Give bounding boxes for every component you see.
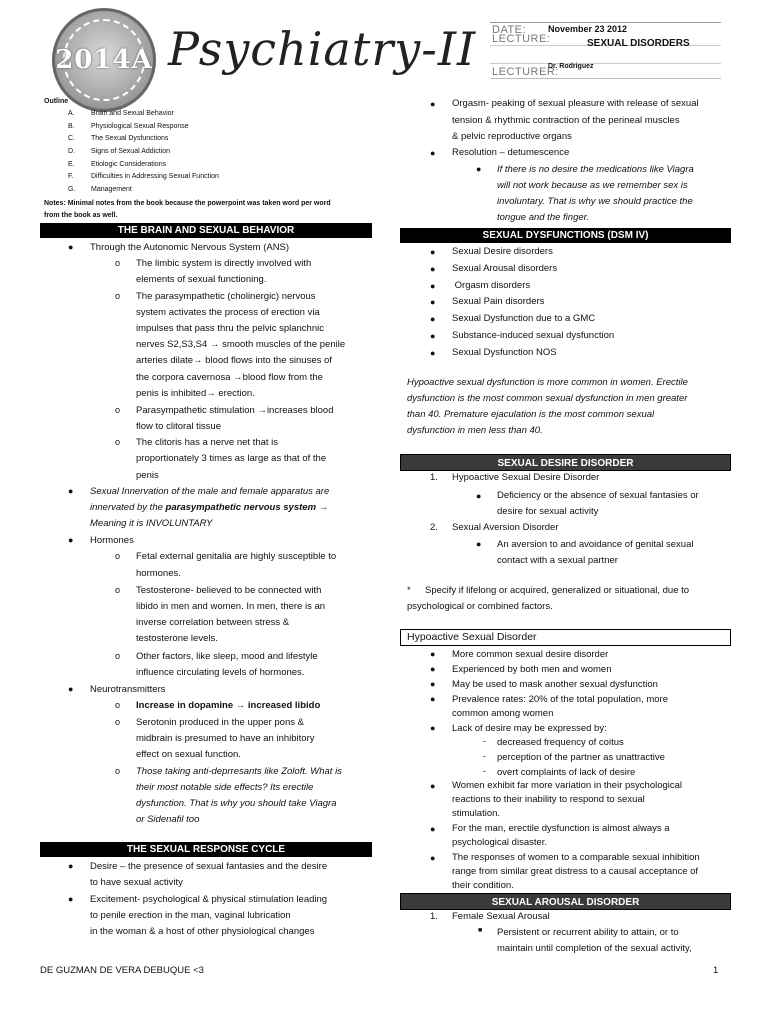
text-line: Orgasm- peaking of sexual pleasure with release of sexual bbox=[452, 98, 699, 109]
text-line: arteries dilate→ blood flows into the sinuses of bbox=[136, 355, 332, 366]
text-line: flow to clitoral tissue bbox=[136, 421, 222, 432]
section-header-dsm: SEXUAL DYSFUNCTIONS (DSM IV) bbox=[400, 228, 731, 243]
text-line: testosterone levels. bbox=[136, 633, 218, 644]
lecture-label: LECTURE: bbox=[492, 33, 551, 45]
bullet-icon: ● bbox=[430, 824, 436, 834]
text-line: contact with a sexual partner bbox=[497, 555, 618, 566]
list-item: Sexual Pain disorders bbox=[452, 296, 545, 307]
list-item: Sexual Dysfunction NOS bbox=[452, 347, 557, 358]
list-item: common among women bbox=[452, 708, 554, 719]
circle-bullet-icon: o bbox=[115, 291, 121, 301]
text-line: Sexual Innervation of the male and female apparatus are bbox=[90, 486, 330, 497]
bullet-icon: ● bbox=[430, 314, 436, 324]
section-header-cycle: THE SEXUAL RESPONSE CYCLE bbox=[40, 842, 372, 857]
bullet-icon: ● bbox=[430, 281, 436, 291]
list-item: Sexual Desire disorders bbox=[452, 246, 553, 257]
text-line: libido in men and women. In men, there is an bbox=[136, 601, 326, 612]
text-line: than 40. Premature ejaculation is the most common sexual bbox=[407, 409, 655, 420]
outline-text: Etiologic Considerations bbox=[91, 160, 167, 168]
bullet-icon: ● bbox=[68, 486, 74, 496]
text-line: to penile erection in the man, vaginal lubrication bbox=[90, 910, 291, 921]
header-divider bbox=[490, 63, 721, 64]
outline-notes: Notes: Minimal notes from the book because the powerpoint was taken word per word bbox=[44, 200, 331, 207]
text-line: will not work because as we remember sex is bbox=[497, 180, 688, 191]
list-item: May be used to mask another sexual dysfunction bbox=[452, 679, 658, 690]
outline-item bbox=[44, 133, 374, 146]
text-line: influence circulating levels of hormones. bbox=[136, 667, 305, 678]
logo-text: 2014A bbox=[55, 45, 153, 75]
lecture-date: November 23 2012 bbox=[548, 24, 628, 34]
text-line: Hypoactive sexual dysfunction is more common in women. Erectile bbox=[407, 377, 688, 388]
text-line: nerves S2,S3,S4 → smooth muscles of the penile bbox=[136, 339, 346, 350]
circle-bullet-icon: o bbox=[115, 651, 121, 661]
list-number: 1. bbox=[430, 911, 438, 922]
outline-letter: D. bbox=[68, 148, 75, 156]
outline-text: Brain and Sexual Behavior bbox=[91, 110, 174, 117]
text-line: If there is no desire the medications like Viagra bbox=[497, 164, 694, 175]
bullet-icon: ● bbox=[430, 148, 436, 158]
outline-item bbox=[44, 146, 374, 159]
list-item: Lack of desire may be expressed by: bbox=[452, 723, 607, 734]
lecture-title: SEXUAL DISORDERS bbox=[587, 38, 690, 49]
text-line: in the woman & a host of other physiological changes bbox=[90, 926, 315, 937]
text-line: reactions to their inability to respond to sexual bbox=[452, 794, 645, 805]
bullet-icon: ● bbox=[430, 331, 436, 341]
text-line: Neurotransmitters bbox=[90, 684, 166, 695]
text-line: penis is inhibited→ erection. bbox=[136, 388, 255, 399]
text-line: elements of sexual functioning. bbox=[136, 274, 267, 285]
text-line: Serotonin produced in the upper pons & bbox=[136, 717, 304, 728]
text-line: hormones. bbox=[136, 568, 181, 579]
circle-bullet-icon: o bbox=[115, 258, 121, 268]
outline-text: The Sexual Dysfunctions bbox=[91, 135, 169, 143]
circle-bullet-icon: o bbox=[115, 585, 121, 595]
list-item: Substance-induced sexual dysfunction bbox=[452, 330, 615, 341]
list-item: Orgasm disorders bbox=[452, 280, 531, 291]
text-line: The limbic system is directly involved with bbox=[136, 258, 312, 269]
text-line: stimulation. bbox=[452, 808, 501, 819]
bullet-icon: ● bbox=[430, 247, 436, 257]
text-line: inverse correlation between stress & bbox=[136, 617, 290, 628]
lecturer-name: Dr. Rodriguez bbox=[548, 63, 594, 70]
text-line: Resolution – detumescence bbox=[452, 147, 570, 158]
outline-item bbox=[44, 184, 374, 197]
text-line: The responses of women to a comparable sexual inhibition bbox=[452, 852, 700, 863]
text-line: their most notable side effects? Its erectile bbox=[136, 782, 314, 793]
text-line: proportionately 3 times as large as that of the bbox=[136, 453, 327, 464]
text-line: psychological or combined factors. bbox=[407, 601, 553, 612]
circle-bullet-icon: o bbox=[115, 551, 121, 561]
bullet-icon: ● bbox=[430, 649, 436, 659]
text-line: Through the Autonomic Nervous System (ANS) bbox=[90, 242, 290, 253]
text-line: effect on sexual function. bbox=[136, 749, 241, 760]
outline-letter: B. bbox=[68, 122, 75, 130]
outline-letter: F. bbox=[68, 173, 74, 181]
text-line: or Sidenafil too bbox=[136, 814, 200, 825]
sub-list-item: decreased frequency of coitus bbox=[497, 737, 624, 748]
outline-letter: G. bbox=[68, 186, 76, 194]
outline-letter: A. bbox=[68, 110, 75, 117]
outline-text: Physiological Sexual Response bbox=[91, 122, 189, 130]
text-line: tension & rhythmic contraction of the perineal muscles bbox=[452, 115, 680, 126]
text-line: Specify if lifelong or acquired, generalized or situational, due to bbox=[425, 585, 690, 596]
text-line bbox=[90, 500, 328, 517]
text-span: → bbox=[316, 502, 329, 513]
bullet-icon: ● bbox=[430, 723, 436, 733]
list-number: 1. bbox=[430, 472, 438, 483]
text-line: Meaning it is INVOLUNTARY bbox=[90, 518, 213, 529]
text-line: For the man, erectile dysfunction is almost always a bbox=[452, 823, 670, 834]
text-line: midbrain is presumed to have an inhibitory bbox=[136, 733, 315, 744]
outline-text: Signs of Sexual Addiction bbox=[91, 148, 170, 156]
bullet-icon: ● bbox=[430, 264, 436, 274]
text-line: Fetal external genitalia are highly susceptible to bbox=[136, 551, 337, 562]
dash-icon: - bbox=[483, 736, 486, 746]
outline-notes: from the book as well. bbox=[44, 212, 118, 219]
outline-title: Outline bbox=[44, 98, 69, 105]
bullet-icon: ● bbox=[68, 684, 74, 694]
text-line: desire for sexual activity bbox=[497, 506, 599, 517]
text-line: Sexual Aversion Disorder bbox=[452, 522, 559, 533]
text-line: range from similar great distress to a causal acceptance of bbox=[452, 866, 699, 877]
bullet-icon: ● bbox=[430, 99, 436, 109]
text-line: Persistent or recurrent ability to attain, or to bbox=[497, 927, 679, 938]
text-line: Women exhibit far more variation in their psychological bbox=[452, 780, 683, 791]
text-line: Testosterone- believed to be connected with bbox=[136, 585, 322, 596]
text-line: The clitoris has a nerve net that is bbox=[136, 437, 279, 448]
text-line: maintain until completion of the sexual activity, bbox=[497, 943, 692, 954]
circle-bullet-icon: o bbox=[115, 437, 121, 447]
text-line: system activates the process of erection via bbox=[136, 307, 320, 318]
list-item: Experienced by both men and women bbox=[452, 664, 612, 675]
circle-bullet-icon: o bbox=[115, 405, 121, 415]
outline-item bbox=[44, 159, 374, 172]
text-line: impulses that pass thru the pelvic splanchnic bbox=[136, 323, 324, 334]
list-number: 2. bbox=[430, 522, 438, 533]
text-line: dysfunction in men less than 40. bbox=[407, 425, 543, 436]
bullet-icon: ● bbox=[430, 679, 436, 689]
text-line: their condition. bbox=[452, 880, 514, 891]
outline-item bbox=[44, 171, 374, 184]
bullet-icon: ● bbox=[68, 242, 74, 252]
bullet-icon: ● bbox=[430, 694, 436, 704]
outline-item bbox=[44, 121, 374, 134]
list-item: Sexual Arousal disorders bbox=[452, 263, 558, 274]
text-line: Excitement- psychological & physical stimulation leading bbox=[90, 894, 328, 905]
outline-text: Management bbox=[91, 186, 132, 194]
bullet-icon: ● bbox=[430, 297, 436, 307]
outline-list bbox=[44, 108, 374, 197]
bullet-icon: ● bbox=[68, 535, 74, 545]
bullet-icon: ● bbox=[430, 853, 436, 863]
text-line: Desire – the presence of sexual fantasies and the desire bbox=[90, 861, 328, 872]
outline-letter: E. bbox=[68, 160, 75, 168]
text-line: The parasympathetic (cholinergic) nervous bbox=[136, 291, 316, 302]
section-header-arousal: SEXUAL AROUSAL DISORDER bbox=[400, 893, 731, 910]
bullet-icon: ● bbox=[430, 781, 436, 791]
text-line: involuntary. That is why we should practice the bbox=[497, 196, 693, 207]
text-span: innervated by the bbox=[90, 502, 166, 513]
bullet-icon: ● bbox=[68, 861, 74, 871]
text-line: Those taking anti-deprresants like Zoloft. What is bbox=[136, 766, 342, 777]
text-line: Hormones bbox=[90, 535, 134, 546]
list-item: Prevalence rates: 20% of the total population, more bbox=[452, 694, 668, 705]
section-header-hypoactive: Hypoactive Sexual Disorder bbox=[400, 629, 731, 646]
bullet-icon: ● bbox=[476, 164, 482, 174]
date-label: DATE: bbox=[492, 24, 527, 36]
circle-bullet-icon: o bbox=[115, 700, 121, 710]
list-item: More common sexual desire disorder bbox=[452, 649, 609, 660]
dash-icon: - bbox=[483, 751, 486, 761]
footer-authors: DE GUZMAN DE VERA DEBUQUE <3 bbox=[40, 965, 204, 976]
text-line: Hypoactive Sexual Desire Disorder bbox=[452, 472, 600, 483]
circle-bullet-icon: o bbox=[115, 717, 121, 727]
sub-list-item: overt complaints of lack of desire bbox=[497, 767, 636, 778]
bullet-icon: ● bbox=[68, 894, 74, 904]
text-line: Deficiency or the absence of sexual fantasies or bbox=[497, 490, 699, 501]
text-line: to have sexual activity bbox=[90, 877, 183, 888]
text-line: the corpora cavernosa →blood flow from the bbox=[136, 372, 323, 383]
text-line: Parasympathetic stimulation →increases blood bbox=[136, 405, 334, 416]
dash-icon: - bbox=[483, 766, 486, 776]
section-header-desire: SEXUAL DESIRE DISORDER bbox=[400, 454, 731, 471]
text-line: An aversion to and avoidance of genital sexual bbox=[497, 539, 694, 550]
footnote-mark: * bbox=[407, 585, 411, 596]
bullet-icon: ● bbox=[476, 491, 482, 501]
lecturer-label: LECTURER: bbox=[492, 66, 559, 78]
text-line: tongue and the finger. bbox=[497, 212, 590, 223]
outline-letter: C. bbox=[68, 135, 75, 143]
square-bullet-icon: ■ bbox=[478, 927, 483, 934]
page-number: 1 bbox=[713, 965, 719, 976]
outline-item bbox=[44, 108, 374, 121]
outline-text: Difficulties in Addressing Sexual Function bbox=[91, 173, 219, 181]
text-line: dysfunction is the most common sexual dysfunction in men greater bbox=[407, 393, 688, 404]
text-line: Female Sexual Arousal bbox=[452, 911, 550, 922]
section-header-brain: THE BRAIN AND SEXUAL BEHAVIOR bbox=[40, 223, 372, 238]
circle-bullet-icon: o bbox=[115, 766, 121, 776]
list-item: Sexual Dysfunction due to a GMC bbox=[452, 313, 596, 324]
bullet-icon: ● bbox=[430, 348, 436, 358]
text-line: Other factors, like sleep, mood and lifestyle bbox=[136, 651, 318, 662]
page-title: Psychiatry-II bbox=[168, 22, 477, 76]
text-line: & pelvic reproductive organs bbox=[452, 131, 572, 142]
text-span-bold: parasympathetic nervous system bbox=[165, 502, 317, 513]
sub-list-item: perception of the partner as unattractive bbox=[497, 752, 665, 763]
text-line: psychological disaster. bbox=[452, 837, 548, 848]
bullet-icon: ● bbox=[476, 539, 482, 549]
bullet-icon: ● bbox=[430, 664, 436, 674]
text-line: dysfunction. That is why you should take Viagra bbox=[136, 798, 337, 809]
text-line: Increase in dopamine → increased libido bbox=[136, 700, 321, 711]
text-line: penis bbox=[136, 470, 159, 481]
